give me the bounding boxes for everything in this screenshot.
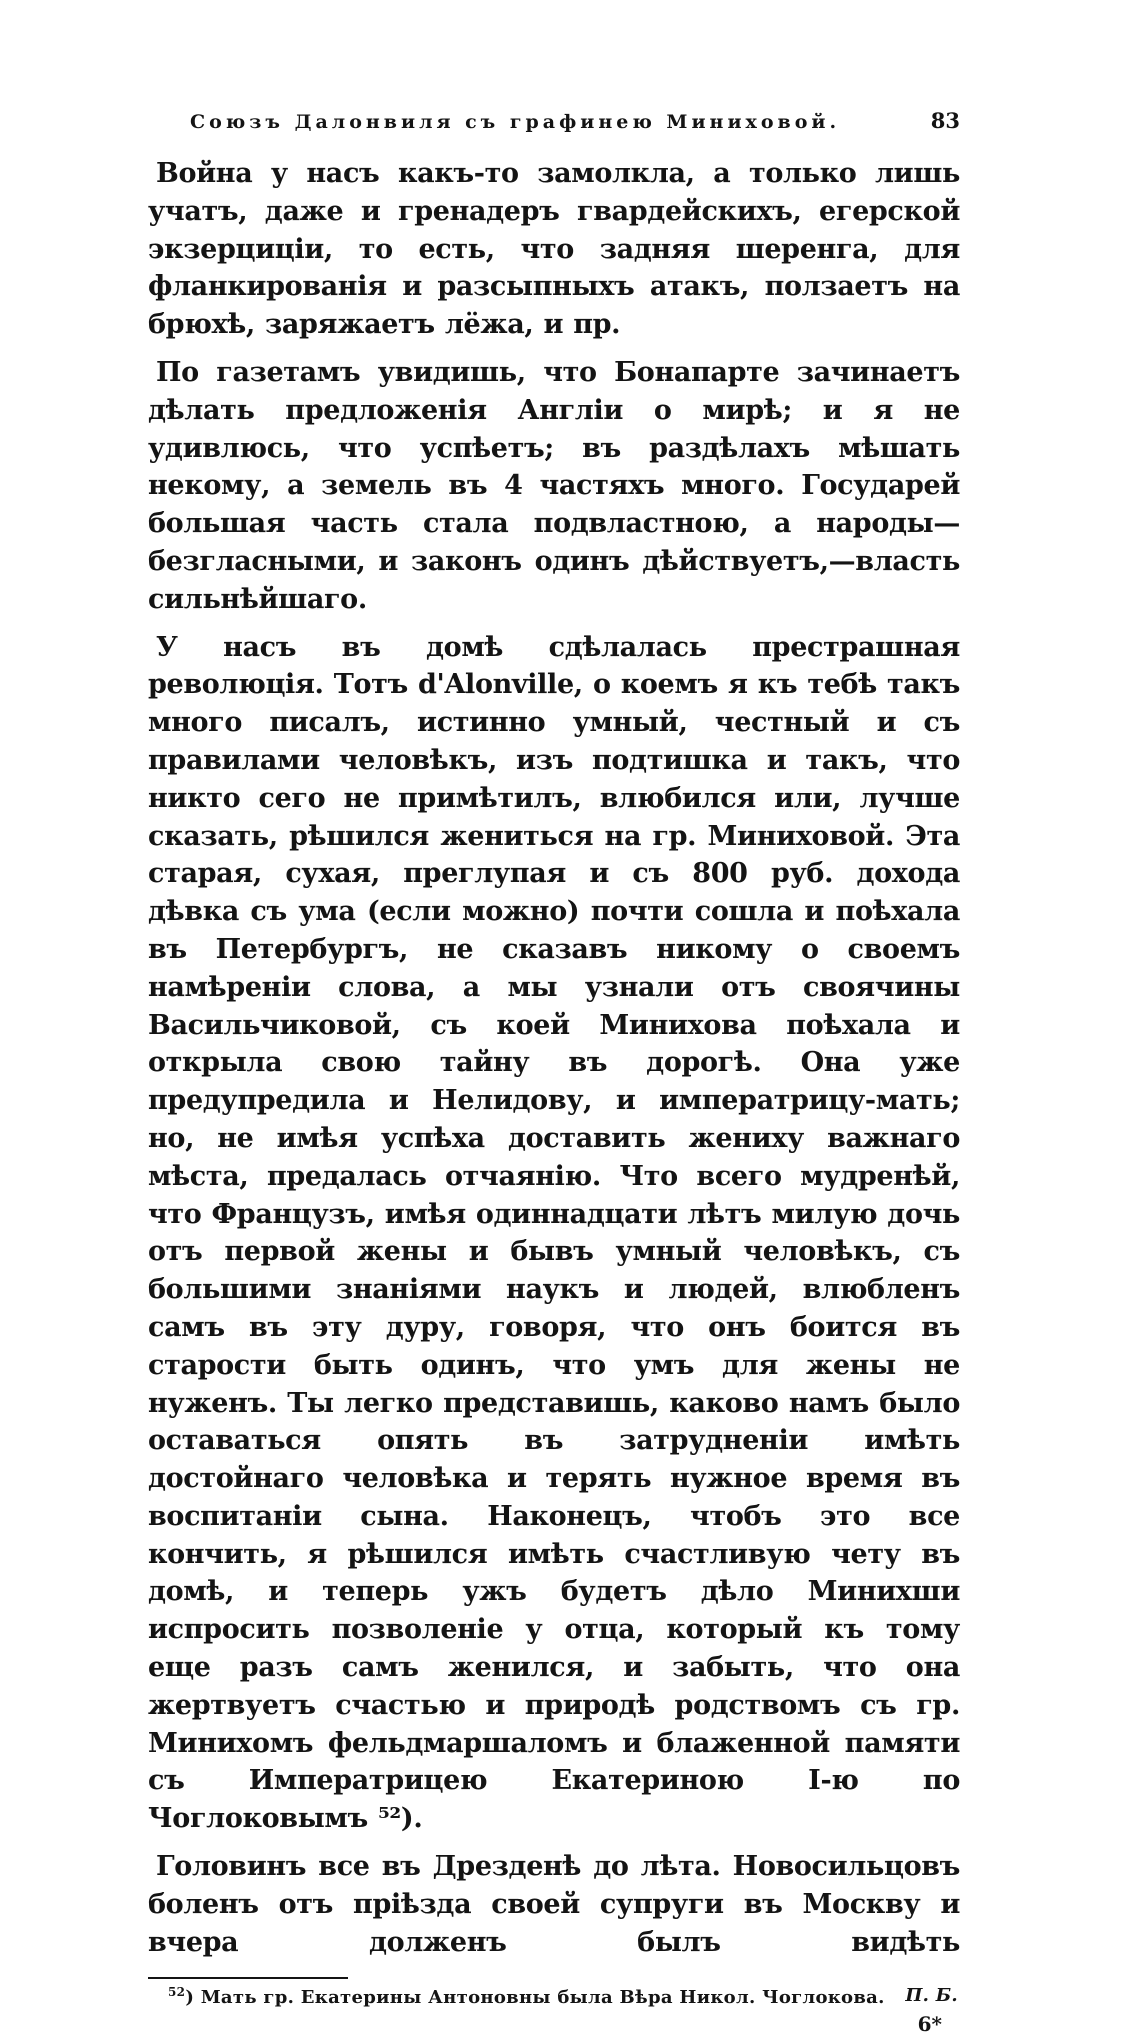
paragraph-1: Война у насъ какъ-то замолкла, а только лишь учатъ, даже и гренадеръ гвардейскихъ, егерской экзерциціи, то есть, что задняя шеренга, для фланкированія и разсыпныхъ атакъ, ползаетъ на брюхѣ, заряжаетъ лёжа, и пр.	[148, 158, 960, 341]
printer-signature-mark: 6*	[917, 2012, 942, 2036]
paragraph-4: Головинъ все въ Дрезденѣ до лѣта. Новосильцовъ боленъ отъ пріѣзда своей супруги въ Москву и вчера долженъ былъ видѣть	[148, 1851, 960, 1958]
running-head	[190, 108, 960, 133]
footnote-marker: 52	[168, 1985, 186, 2000]
paragraph-2: По газетамъ увидишь, что Бонапарте зачинаетъ дѣлать предложенія Англіи о мирѣ; и я не удивлюсь, что успѣетъ; въ раздѣлахъ мѣшать некому, а земель въ 4 частяхъ много. Государей большая часть стала подвластною, а народы—безгласными, и законъ одинъ дѣйствуетъ,—власть сильнѣйшаго.	[148, 356, 960, 615]
paragraph-3: У насъ въ домѣ сдѣлалась престрашная революція. Тотъ d'Alonville, о коемъ я къ тебѣ такъ много писалъ, истинно умный, честный и съ правилами человѣкъ, изъ подтишка и такъ, что никто сего не примѣтилъ, влюбился или, лучше сказать, рѣшился жениться на гр. Миниховой. Эта старая, сухая, преглупая и съ 800 руб. дохода дѣвка съ ума (если можно) почти сошла и поѣхала въ Петербургъ, не сказавъ никому о своемъ намѣреніи слова, а мы узнали отъ своячины Васильчиковой, съ коей Минихова поѣхала и открыла свою тайну въ дорогѣ. Она уже предупредила и Нелидову, и императрицу-мать; но, не имѣя успѣха доставить жениху важнаго мѣста, предалась отчаянію. Что всего мудренѣй, что Французъ, имѣя одиннадцати лѣтъ милую дочь отъ первой жены и бывъ умный человѣкъ, съ большими знаніями наукъ и людей, влюбленъ самъ въ эту дуру, говоря, что онъ боится въ старости быть одинъ, что умъ для жены не нуженъ. Ты легко представишь, каково намъ было оставаться опять въ затрудненіи имѣть достойнаго человѣка и терять нужное время въ воспитаніи сына. Наконецъ, чтобъ это все кончить, я рѣшился имѣть счастливую чету въ домѣ, и теперь ужъ будетъ дѣло Минихши испросить позволеніе у отца, который къ тому еще разъ самъ женился, и забыть, что она жертвуетъ счастью и природѣ родствомъ съ гр. Минихомъ фельдмаршаломъ и блаженной памяти съ Императрицею Екатериною I-ю по Чоглоковымъ ⁵²).	[148, 631, 960, 1835]
book-page	[148, 108, 960, 2036]
footnote-text: ) Мать гр. Екатерины Антоновны была Вѣра Никол. Чоглокова.	[185, 1987, 885, 2009]
footnote	[168, 1985, 958, 2008]
footnote-rule	[148, 1977, 348, 1979]
footnote-body	[168, 1985, 885, 2008]
running-head-title: Союзъ Далонвиля съ графинею Миниховой.	[190, 111, 841, 133]
body-text	[148, 155, 960, 1961]
page-number: 83	[930, 108, 960, 133]
footnote-signature: П. Б.	[905, 1985, 958, 2007]
